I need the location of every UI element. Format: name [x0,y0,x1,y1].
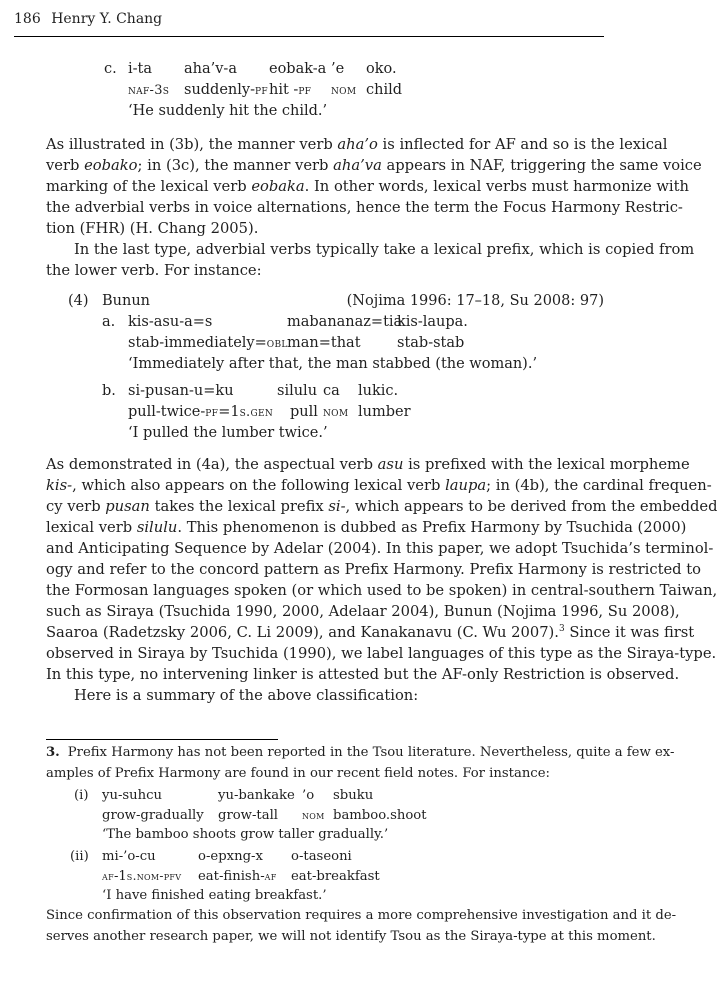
gloss-tag: naf-3s [128,83,170,98]
gloss-item [128,402,273,423]
text-line: observed in Siraya by Tsuchida (1990), we label languages of this type as the Siraya-type. [46,645,717,662]
text-run: . This phenomenon is dubbed as Prefix Harmony by Tsuchida (2000) [177,519,687,536]
text-line: the adverbial verbs in voice alternations, hence the term the Focus Harmony Restric- [46,199,683,216]
text-line: amples of Prefix Harmony are found in our recent field notes. For instance: [46,765,550,781]
gloss-tag: af [264,868,277,883]
gloss-text: hit - [269,82,299,98]
italic-term: silulu [136,519,178,536]
gloss-item: child [366,82,403,98]
text-line: In this type, no intervening linker is attested but the AF-only Restriction is observed. [46,666,680,683]
text-run: As demonstrated in (4a), the aspectual verb [46,456,378,473]
gloss-item [184,80,268,101]
text-run: lexical verb [46,519,137,536]
example-4 [68,291,604,444]
footnote-marker[interactable]: 3 [558,624,565,635]
text-line [46,743,675,764]
text-line [46,475,712,496]
gloss-word: ca [323,383,340,399]
italic-term: pusan [105,498,150,515]
paragraph-2 [46,239,695,281]
italic-term: aha’o [337,136,378,153]
text-line [46,454,690,475]
gloss-item [128,333,288,354]
gloss-item: grow-tall [218,807,279,823]
example-label: c. [104,61,117,77]
text-run: appears in NAF, triggering the same voice [381,157,702,174]
text-run: is inflected for AF and so is the lexical [377,136,668,153]
paragraph-1 [46,134,702,239]
italic-term: asu [377,456,404,473]
header-rule [14,36,604,37]
translation: ‘Immediately after that, the man stabbed (the woman).’ [128,356,538,372]
text-run: Saaroa (Radetzsky 2006, C. Li 2009), and Kanakanavu (C. Wu 2007). [46,624,559,641]
footnote-3 [46,743,675,784]
italic-term: laupa [445,477,487,494]
paragraph-3 [46,454,717,706]
gloss-word: eobak-a [269,61,327,77]
text-run: verb [46,157,85,174]
gloss-item: grow-gradually [102,807,204,823]
text-line: tion (FHR) (H. Chang 2005). [46,220,259,237]
gloss-word: i-ta [128,61,153,77]
gloss-word: oko. [366,61,397,77]
gloss-text: suddenly- [184,82,255,98]
translation: ‘The bamboo shoots grow taller gradually.’ [102,827,389,842]
gloss-word: o-taseoni [291,849,352,864]
text-line [46,155,702,176]
italic-term: kis- [46,477,73,494]
text-run: marking of the lexical verb [46,178,252,195]
example-label: a. [102,314,116,330]
text-run: cy verb [46,498,106,515]
gloss-item: eat-breakfast [291,868,380,884]
example-number: (4) [68,293,89,309]
text-run: Since it was first [564,624,695,641]
text-line: the Formosan languages spoken (or which used to be spoken) in central-southern Taiwan, [46,582,717,599]
gloss-word: si-pusan-u=ku [128,383,234,399]
gloss-tag: pf [205,405,219,420]
text-run: , which appears to be derived from the embedded [345,498,717,515]
gloss-item: stab-stab [397,335,465,351]
text-line: Here is a summary of the above classification: [74,687,419,704]
text-run: . In other words, lexical verbs must harmonize with [304,178,689,195]
author-name: Henry Y. Chang [51,11,163,27]
gloss-item [198,867,277,887]
text-run: , which also appears on the following lexical verb [72,477,446,494]
gloss-tag: nom [323,405,349,420]
gloss-word: kis-asu-a=s [128,314,213,330]
example-source: (Nojima 1996: 17–18, Su 2008: 97) [346,293,604,309]
gloss-word: ’e [331,61,345,77]
text-run: As illustrated in (3b), the manner verb [46,136,338,153]
gloss-text: pull-twice- [128,404,206,420]
text-line: such as Siraya (Tsuchida 1990, 2000, Adelaar 2004), Bunun (Nojima 1996, Su 2008), [46,603,680,620]
gloss-word: lukic. [358,383,399,399]
gloss-tag: af [102,868,114,883]
text-line: serves another research paper, we will not identify Tsou as the Siraya-type at this moment. [46,928,656,944]
italic-term: si- [328,498,346,515]
gloss-item [102,867,181,887]
gloss-text: eat-finish- [198,868,265,884]
gloss-item [269,80,311,101]
text-line [46,517,687,538]
italic-term: eobako [84,157,138,174]
gloss-tag: pf [298,83,312,98]
gloss-tag: s.gen [239,405,273,420]
text-line: the lower verb. For instance: [46,262,262,279]
text-line: In the last type, adverbial verbs typically take a lexical prefix, which is copied from [74,241,695,258]
text-run: ; in (3c), the manner verb [137,157,334,174]
gloss-text: -1 [113,868,127,884]
text-line: ogy and refer to the concord pattern as Prefix Harmony. Prefix Harmony is restricted to [46,561,701,578]
footnote-conclusion [46,906,677,947]
gloss-tag: s.nom-pfv [126,868,182,883]
example-label: (ii) [70,849,89,864]
text-line [46,176,689,197]
gloss-text: =1 [218,404,240,420]
text-run: takes the lexical prefix [149,498,329,515]
language-name: Bunun [102,293,151,309]
gloss-word: mi-’o-cu [102,849,156,864]
footnote-rule [46,739,278,740]
gloss-word: aha’v-a [184,61,237,77]
italic-term: aha’va [333,157,382,174]
gloss-item: bamboo.shoot [333,807,427,823]
gloss-word: yu-bankake [218,788,295,803]
italic-term: eobaka [251,178,305,195]
translation: ‘I have finished eating breakfast.’ [102,888,327,903]
example-label: b. [102,383,116,399]
text-line [46,496,717,517]
example-label: (i) [74,788,89,803]
gloss-tag: nom [331,83,357,98]
text-line [46,134,668,155]
text-line [46,622,695,643]
gloss-word: silulu [277,383,318,399]
text-run: ; in (4b), the cardinal frequen- [486,477,712,494]
text-line: and Anticipating Sequence by Adelar (2004). In this paper, we adopt Tsuchida’s terminol- [46,540,714,557]
gloss-item: lumber [358,404,411,420]
gloss-word: yu-suhcu [102,788,163,803]
translation: ‘He suddenly hit the child.’ [128,103,328,119]
gloss-tag: pf [255,83,268,98]
gloss-word: ’o [302,788,315,803]
footnote-number: 3. [46,745,60,760]
page-number: 186 [14,11,41,27]
text-run: is prefixed with the lexical morpheme [403,456,690,473]
gloss-tag: nom [302,807,325,822]
gloss-item: pull [290,404,318,420]
gloss-word: kis-laupa. [397,314,468,330]
gloss-word: sbuku [333,788,374,803]
text-line: Since confirmation of this observation requires a more comprehensive investigation and it de- [46,908,677,923]
translation: ‘I pulled the lumber twice.’ [128,425,328,441]
running-head [14,9,162,29]
gloss-item: man=that [287,335,361,351]
gloss-text: stab-immediately= [128,335,267,351]
text-run: Prefix Harmony has not been reported in the Tsou literature. Nevertheless, quite a few ex- [67,745,675,760]
gloss-word: o-epxng-x [198,849,263,864]
gloss-tag: obl [266,336,288,351]
gloss-word: mabananaz=tia [287,314,403,330]
